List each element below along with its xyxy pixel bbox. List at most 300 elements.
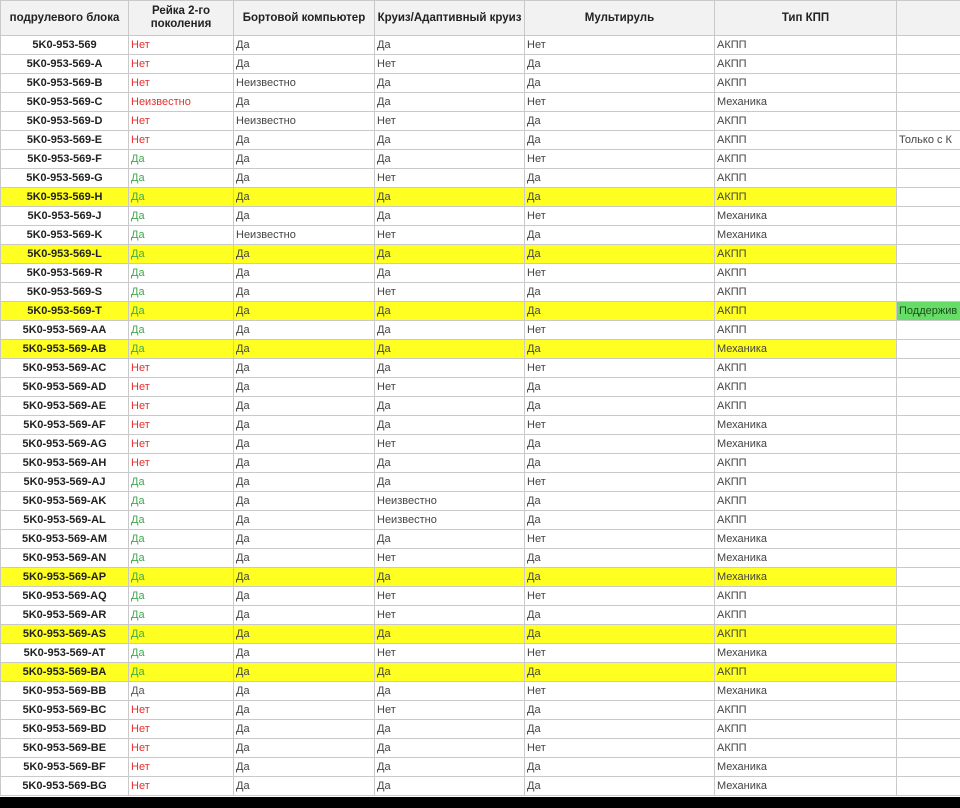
table-row bbox=[1, 169, 960, 188]
cell-onboard-computer[interactable]: Да bbox=[234, 131, 375, 150]
header-cruise[interactable]: Круиз/Адаптивный круиз bbox=[375, 1, 525, 36]
cell-rack-gen2[interactable]: Нет bbox=[129, 359, 234, 378]
cell-part-number[interactable]: 5K0-953-569-BA bbox=[1, 663, 129, 682]
cell-rack-gen2[interactable]: Нет bbox=[129, 397, 234, 416]
cell-part-number[interactable]: 5K0-953-569-BG bbox=[1, 777, 129, 796]
cell-cruise[interactable]: Нет bbox=[375, 549, 525, 568]
header-multiwheel[interactable]: Мультируль bbox=[525, 1, 715, 36]
cell-cruise[interactable]: Да bbox=[375, 568, 525, 587]
table-row bbox=[1, 758, 960, 777]
cell-onboard-computer[interactable]: Да bbox=[234, 777, 375, 796]
cell-cruise[interactable]: Да bbox=[375, 682, 525, 701]
header-part-number[interactable]: подрулевого блока bbox=[1, 1, 129, 36]
cell-part-number[interactable]: 5K0-953-569-C bbox=[1, 93, 129, 112]
cell-note[interactable] bbox=[897, 758, 960, 777]
cell-gearbox-type[interactable]: АКПП bbox=[715, 720, 897, 739]
cell-rack-gen2[interactable]: Да bbox=[129, 264, 234, 283]
cell-rack-gen2[interactable]: Да bbox=[129, 644, 234, 663]
cell-note[interactable] bbox=[897, 435, 960, 454]
cell-part-number[interactable]: 5K0-953-569-AC bbox=[1, 359, 129, 378]
cell-multiwheel[interactable]: Да bbox=[525, 169, 715, 188]
cell-rack-gen2[interactable]: Да bbox=[129, 283, 234, 302]
cell-note[interactable] bbox=[897, 587, 960, 606]
cell-multiwheel[interactable]: Да bbox=[525, 378, 715, 397]
cell-multiwheel[interactable]: Да bbox=[525, 245, 715, 264]
cell-cruise[interactable]: Да bbox=[375, 188, 525, 207]
cell-note[interactable]: Только с К bbox=[897, 131, 960, 150]
header-rack-gen2[interactable]: Рейка 2-го поколения bbox=[129, 1, 234, 36]
cell-part-number[interactable]: 5K0-953-569-BF bbox=[1, 758, 129, 777]
cell-part-number[interactable]: 5K0-953-569-AT bbox=[1, 644, 129, 663]
cell-gearbox-type[interactable]: АКПП bbox=[715, 55, 897, 74]
cell-onboard-computer[interactable]: Да bbox=[234, 606, 375, 625]
cell-note[interactable] bbox=[897, 188, 960, 207]
cell-part-number[interactable]: 5K0-953-569-T bbox=[1, 302, 129, 321]
cell-note[interactable] bbox=[897, 606, 960, 625]
cell-onboard-computer[interactable]: Да bbox=[234, 663, 375, 682]
cell-cruise[interactable]: Да bbox=[375, 207, 525, 226]
cell-rack-gen2[interactable]: Нет bbox=[129, 777, 234, 796]
cell-note[interactable] bbox=[897, 207, 960, 226]
cell-gearbox-type[interactable]: АКПП bbox=[715, 283, 897, 302]
cell-multiwheel[interactable]: Да bbox=[525, 55, 715, 74]
cell-rack-gen2[interactable]: Нет bbox=[129, 74, 234, 93]
cell-rack-gen2[interactable]: Да bbox=[129, 150, 234, 169]
cell-note[interactable] bbox=[897, 511, 960, 530]
cell-multiwheel[interactable]: Да bbox=[525, 226, 715, 245]
cell-multiwheel[interactable]: Да bbox=[525, 549, 715, 568]
cell-rack-gen2[interactable]: Да bbox=[129, 473, 234, 492]
cell-gearbox-type[interactable]: Механика bbox=[715, 207, 897, 226]
cell-rack-gen2[interactable]: Нет bbox=[129, 378, 234, 397]
cell-cruise[interactable]: Да bbox=[375, 93, 525, 112]
cell-note[interactable]: Поддержив bbox=[897, 302, 960, 321]
cell-note[interactable] bbox=[897, 74, 960, 93]
cell-note[interactable] bbox=[897, 340, 960, 359]
cell-rack-gen2[interactable]: Да bbox=[129, 606, 234, 625]
cell-cruise[interactable]: Да bbox=[375, 321, 525, 340]
cell-rack-gen2[interactable]: Да bbox=[129, 226, 234, 245]
cell-gearbox-type[interactable]: АКПП bbox=[715, 397, 897, 416]
cell-multiwheel[interactable]: Нет bbox=[525, 150, 715, 169]
cell-gearbox-type[interactable]: Механика bbox=[715, 226, 897, 245]
cell-onboard-computer[interactable]: Да bbox=[234, 150, 375, 169]
cell-part-number[interactable]: 5K0-953-569-AD bbox=[1, 378, 129, 397]
cell-multiwheel[interactable]: Да bbox=[525, 606, 715, 625]
cell-cruise[interactable]: Нет bbox=[375, 226, 525, 245]
cell-onboard-computer[interactable]: Да bbox=[234, 549, 375, 568]
cell-part-number[interactable]: 5K0-953-569-G bbox=[1, 169, 129, 188]
cell-cruise[interactable]: Да bbox=[375, 416, 525, 435]
cell-onboard-computer[interactable]: Да bbox=[234, 264, 375, 283]
cell-note[interactable] bbox=[897, 549, 960, 568]
cell-gearbox-type[interactable]: Механика bbox=[715, 340, 897, 359]
cell-note[interactable] bbox=[897, 112, 960, 131]
cell-cruise[interactable]: Нет bbox=[375, 587, 525, 606]
cell-rack-gen2[interactable]: Да bbox=[129, 188, 234, 207]
cell-gearbox-type[interactable]: АКПП bbox=[715, 74, 897, 93]
cell-cruise[interactable]: Да bbox=[375, 777, 525, 796]
cell-onboard-computer[interactable]: Да bbox=[234, 416, 375, 435]
cell-gearbox-type[interactable]: Механика bbox=[715, 568, 897, 587]
cell-onboard-computer[interactable]: Да bbox=[234, 682, 375, 701]
cell-part-number[interactable]: 5K0-953-569-B bbox=[1, 74, 129, 93]
cell-gearbox-type[interactable]: АКПП bbox=[715, 625, 897, 644]
cell-gearbox-type[interactable]: АКПП bbox=[715, 169, 897, 188]
cell-note[interactable] bbox=[897, 264, 960, 283]
cell-rack-gen2[interactable]: Да bbox=[129, 302, 234, 321]
cell-onboard-computer[interactable]: Да bbox=[234, 758, 375, 777]
cell-cruise[interactable]: Нет bbox=[375, 378, 525, 397]
cell-rack-gen2[interactable]: Нет bbox=[129, 435, 234, 454]
cell-multiwheel[interactable]: Нет bbox=[525, 644, 715, 663]
cell-multiwheel[interactable]: Да bbox=[525, 511, 715, 530]
cell-part-number[interactable]: 5K0-953-569-AG bbox=[1, 435, 129, 454]
table-row bbox=[1, 359, 960, 378]
cell-cruise[interactable]: Нет bbox=[375, 55, 525, 74]
cell-onboard-computer[interactable]: Да bbox=[234, 93, 375, 112]
cell-gearbox-type[interactable]: АКПП bbox=[715, 473, 897, 492]
cell-multiwheel[interactable]: Да bbox=[525, 74, 715, 93]
table-row bbox=[1, 435, 960, 454]
cell-note[interactable] bbox=[897, 93, 960, 112]
cell-note[interactable] bbox=[897, 568, 960, 587]
cell-onboard-computer[interactable]: Неизвестно bbox=[234, 226, 375, 245]
cell-gearbox-type[interactable]: АКПП bbox=[715, 150, 897, 169]
cell-rack-gen2[interactable]: Нет bbox=[129, 112, 234, 131]
cell-part-number[interactable]: 5K0-953-569-BD bbox=[1, 720, 129, 739]
cell-part-number[interactable]: 5K0-953-569-AM bbox=[1, 530, 129, 549]
table-row bbox=[1, 701, 960, 720]
cell-onboard-computer[interactable]: Да bbox=[234, 55, 375, 74]
cell-part-number[interactable]: 5K0-953-569-AL bbox=[1, 511, 129, 530]
header-notes[interactable] bbox=[897, 1, 960, 36]
cell-rack-gen2[interactable]: Да bbox=[129, 663, 234, 682]
cell-multiwheel[interactable]: Да bbox=[525, 701, 715, 720]
cell-rack-gen2[interactable]: Нет bbox=[129, 720, 234, 739]
cell-cruise[interactable]: Да bbox=[375, 625, 525, 644]
cell-rack-gen2[interactable]: Да bbox=[129, 169, 234, 188]
cell-rack-gen2[interactable]: Нет bbox=[129, 131, 234, 150]
cell-multiwheel[interactable]: Да bbox=[525, 188, 715, 207]
cell-gearbox-type[interactable]: Механика bbox=[715, 682, 897, 701]
cell-rack-gen2[interactable]: Да bbox=[129, 682, 234, 701]
cell-note[interactable] bbox=[897, 416, 960, 435]
cell-gearbox-type[interactable]: Механика bbox=[715, 530, 897, 549]
cell-multiwheel[interactable]: Нет bbox=[525, 321, 715, 340]
table-row bbox=[1, 549, 960, 568]
cell-multiwheel[interactable]: Да bbox=[525, 283, 715, 302]
table-row bbox=[1, 530, 960, 549]
cell-rack-gen2[interactable]: Нет bbox=[129, 416, 234, 435]
cell-onboard-computer[interactable]: Да bbox=[234, 245, 375, 264]
cell-multiwheel[interactable]: Да bbox=[525, 568, 715, 587]
cell-onboard-computer[interactable]: Да bbox=[234, 359, 375, 378]
cell-cruise[interactable]: Да bbox=[375, 245, 525, 264]
cell-part-number[interactable]: 5K0-953-569-AR bbox=[1, 606, 129, 625]
cell-part-number[interactable]: 5K0-953-569-S bbox=[1, 283, 129, 302]
cell-cruise[interactable]: Нет bbox=[375, 701, 525, 720]
cell-cruise[interactable]: Да bbox=[375, 473, 525, 492]
cell-part-number[interactable]: 5K0-953-569-AQ bbox=[1, 587, 129, 606]
cell-rack-gen2[interactable]: Нет bbox=[129, 454, 234, 473]
cell-multiwheel[interactable]: Нет bbox=[525, 36, 715, 55]
cell-onboard-computer[interactable]: Неизвестно bbox=[234, 112, 375, 131]
cell-onboard-computer[interactable]: Да bbox=[234, 207, 375, 226]
cell-cruise[interactable]: Да bbox=[375, 758, 525, 777]
cell-part-number[interactable]: 5K0-953-569-AN bbox=[1, 549, 129, 568]
cell-cruise[interactable]: Да bbox=[375, 36, 525, 55]
cell-rack-gen2[interactable]: Да bbox=[129, 587, 234, 606]
cell-multiwheel[interactable]: Да bbox=[525, 777, 715, 796]
cell-gearbox-type[interactable]: Механика bbox=[715, 644, 897, 663]
cell-rack-gen2[interactable]: Да bbox=[129, 321, 234, 340]
cell-part-number[interactable]: 5K0-953-569-AK bbox=[1, 492, 129, 511]
cell-gearbox-type[interactable]: АКПП bbox=[715, 321, 897, 340]
cell-gearbox-type[interactable]: Механика bbox=[715, 435, 897, 454]
header-onboard-computer[interactable]: Бортовой компьютер bbox=[234, 1, 375, 36]
cell-multiwheel[interactable]: Да bbox=[525, 131, 715, 150]
cell-cruise[interactable]: Да bbox=[375, 264, 525, 283]
table-row bbox=[1, 720, 960, 739]
cell-note[interactable] bbox=[897, 644, 960, 663]
cell-part-number[interactable]: 5K0-953-569-AE bbox=[1, 397, 129, 416]
cell-multiwheel[interactable]: Нет bbox=[525, 473, 715, 492]
cell-rack-gen2[interactable]: Да bbox=[129, 245, 234, 264]
cell-note[interactable] bbox=[897, 150, 960, 169]
cell-rack-gen2[interactable]: Да bbox=[129, 625, 234, 644]
cell-part-number[interactable]: 5K0-953-569-R bbox=[1, 264, 129, 283]
cell-note[interactable] bbox=[897, 777, 960, 796]
cell-note[interactable] bbox=[897, 454, 960, 473]
cell-note[interactable] bbox=[897, 720, 960, 739]
cell-gearbox-type[interactable]: АКПП bbox=[715, 264, 897, 283]
cell-gearbox-type[interactable]: АКПП bbox=[715, 587, 897, 606]
cell-onboard-computer[interactable]: Да bbox=[234, 397, 375, 416]
cell-part-number[interactable]: 5K0-953-569-A bbox=[1, 55, 129, 74]
cell-cruise[interactable]: Да bbox=[375, 359, 525, 378]
cell-cruise[interactable]: Да bbox=[375, 131, 525, 150]
cell-gearbox-type[interactable]: АКПП bbox=[715, 188, 897, 207]
cell-gearbox-type[interactable]: АКПП bbox=[715, 112, 897, 131]
cell-cruise[interactable]: Да bbox=[375, 397, 525, 416]
cell-gearbox-type[interactable]: АКПП bbox=[715, 492, 897, 511]
cell-note[interactable] bbox=[897, 321, 960, 340]
cell-onboard-computer[interactable]: Неизвестно bbox=[234, 74, 375, 93]
cell-cruise[interactable]: Неизвестно bbox=[375, 511, 525, 530]
cell-multiwheel[interactable]: Нет bbox=[525, 530, 715, 549]
cell-note[interactable] bbox=[897, 682, 960, 701]
cell-rack-gen2[interactable]: Да bbox=[129, 492, 234, 511]
cell-onboard-computer[interactable]: Да bbox=[234, 473, 375, 492]
cell-multiwheel[interactable]: Нет bbox=[525, 359, 715, 378]
cell-cruise[interactable]: Да bbox=[375, 74, 525, 93]
cell-note[interactable] bbox=[897, 378, 960, 397]
cell-part-number[interactable]: 5K0-953-569-AA bbox=[1, 321, 129, 340]
cell-cruise[interactable]: Да bbox=[375, 739, 525, 758]
cell-onboard-computer[interactable]: Да bbox=[234, 169, 375, 188]
cell-part-number[interactable]: 5K0-953-569-BC bbox=[1, 701, 129, 720]
cell-multiwheel[interactable]: Да bbox=[525, 720, 715, 739]
cell-onboard-computer[interactable]: Да bbox=[234, 378, 375, 397]
cell-part-number[interactable]: 5K0-953-569-H bbox=[1, 188, 129, 207]
table-row bbox=[1, 131, 960, 150]
cell-multiwheel[interactable]: Да bbox=[525, 492, 715, 511]
cell-cruise[interactable]: Нет bbox=[375, 169, 525, 188]
cell-cruise[interactable]: Да bbox=[375, 454, 525, 473]
cell-part-number[interactable]: 5K0-953-569-K bbox=[1, 226, 129, 245]
cell-onboard-computer[interactable]: Да bbox=[234, 587, 375, 606]
cell-cruise[interactable]: Нет bbox=[375, 644, 525, 663]
cell-onboard-computer[interactable]: Да bbox=[234, 511, 375, 530]
header-gearbox-type[interactable]: Тип КПП bbox=[715, 1, 897, 36]
cell-onboard-computer[interactable]: Да bbox=[234, 283, 375, 302]
cell-rack-gen2[interactable]: Да bbox=[129, 530, 234, 549]
cell-multiwheel[interactable]: Да bbox=[525, 663, 715, 682]
cell-part-number[interactable]: 5K0-953-569-D bbox=[1, 112, 129, 131]
cell-note[interactable] bbox=[897, 283, 960, 302]
cell-cruise[interactable]: Да bbox=[375, 340, 525, 359]
cell-rack-gen2[interactable]: Нет bbox=[129, 758, 234, 777]
cell-part-number[interactable]: 5K0-953-569-L bbox=[1, 245, 129, 264]
cell-onboard-computer[interactable]: Да bbox=[234, 530, 375, 549]
cell-onboard-computer[interactable]: Да bbox=[234, 188, 375, 207]
cell-note[interactable] bbox=[897, 739, 960, 758]
cell-multiwheel[interactable]: Да bbox=[525, 340, 715, 359]
cell-cruise[interactable]: Неизвестно bbox=[375, 492, 525, 511]
header-row bbox=[1, 1, 960, 36]
cell-gearbox-type[interactable]: Механика bbox=[715, 416, 897, 435]
cell-multiwheel[interactable]: Нет bbox=[525, 587, 715, 606]
cell-gearbox-type[interactable]: АКПП bbox=[715, 302, 897, 321]
cell-onboard-computer[interactable]: Да bbox=[234, 36, 375, 55]
cell-rack-gen2[interactable]: Неизвестно bbox=[129, 93, 234, 112]
cell-gearbox-type[interactable]: АКПП bbox=[715, 359, 897, 378]
cell-part-number[interactable]: 5K0-953-569-F bbox=[1, 150, 129, 169]
cell-multiwheel[interactable]: Да bbox=[525, 625, 715, 644]
cell-multiwheel[interactable]: Да bbox=[525, 112, 715, 131]
cell-note[interactable] bbox=[897, 701, 960, 720]
cell-rack-gen2[interactable]: Да bbox=[129, 340, 234, 359]
cell-part-number[interactable]: 5K0-953-569-AS bbox=[1, 625, 129, 644]
table-row bbox=[1, 663, 960, 682]
cell-gearbox-type[interactable]: Механика bbox=[715, 549, 897, 568]
cell-note[interactable] bbox=[897, 226, 960, 245]
cell-onboard-computer[interactable]: Да bbox=[234, 739, 375, 758]
cell-onboard-computer[interactable]: Да bbox=[234, 340, 375, 359]
cell-gearbox-type[interactable]: АКПП bbox=[715, 663, 897, 682]
cell-onboard-computer[interactable]: Да bbox=[234, 701, 375, 720]
cell-onboard-computer[interactable]: Да bbox=[234, 302, 375, 321]
cell-multiwheel[interactable]: Нет bbox=[525, 416, 715, 435]
cell-part-number[interactable]: 5K0-953-569-AF bbox=[1, 416, 129, 435]
cell-multiwheel[interactable]: Да bbox=[525, 454, 715, 473]
cell-gearbox-type[interactable]: АКПП bbox=[715, 131, 897, 150]
cell-onboard-computer[interactable]: Да bbox=[234, 454, 375, 473]
table-row bbox=[1, 36, 960, 55]
cell-note[interactable] bbox=[897, 625, 960, 644]
cell-rack-gen2[interactable]: Да bbox=[129, 207, 234, 226]
cell-onboard-computer[interactable]: Да bbox=[234, 644, 375, 663]
cell-rack-gen2[interactable]: Нет bbox=[129, 55, 234, 74]
cell-multiwheel[interactable]: Да bbox=[525, 758, 715, 777]
cell-gearbox-type[interactable]: АКПП bbox=[715, 739, 897, 758]
cell-multiwheel[interactable]: Нет bbox=[525, 93, 715, 112]
cell-cruise[interactable]: Нет bbox=[375, 435, 525, 454]
cell-multiwheel[interactable]: Нет bbox=[525, 207, 715, 226]
cell-gearbox-type[interactable]: АКПП bbox=[715, 454, 897, 473]
cell-gearbox-type[interactable]: АКПП bbox=[715, 36, 897, 55]
cell-onboard-computer[interactable]: Да bbox=[234, 568, 375, 587]
cell-note[interactable] bbox=[897, 359, 960, 378]
cell-cruise[interactable]: Нет bbox=[375, 112, 525, 131]
cell-part-number[interactable]: 5K0-953-569-BE bbox=[1, 739, 129, 758]
cell-onboard-computer[interactable]: Да bbox=[234, 492, 375, 511]
cell-gearbox-type[interactable]: Механика bbox=[715, 777, 897, 796]
cell-cruise[interactable]: Да bbox=[375, 530, 525, 549]
cell-multiwheel[interactable]: Да bbox=[525, 397, 715, 416]
cell-gearbox-type[interactable]: АКПП bbox=[715, 511, 897, 530]
cell-gearbox-type[interactable]: Механика bbox=[715, 93, 897, 112]
cell-cruise[interactable]: Нет bbox=[375, 283, 525, 302]
cell-multiwheel[interactable]: Да bbox=[525, 435, 715, 454]
cell-note[interactable] bbox=[897, 55, 960, 74]
cell-gearbox-type[interactable]: Механика bbox=[715, 758, 897, 777]
cell-gearbox-type[interactable]: АКПП bbox=[715, 701, 897, 720]
cell-part-number[interactable]: 5K0-953-569-J bbox=[1, 207, 129, 226]
table-row bbox=[1, 587, 960, 606]
cell-part-number[interactable]: 5K0-953-569-E bbox=[1, 131, 129, 150]
cell-cruise[interactable]: Да bbox=[375, 150, 525, 169]
cell-multiwheel[interactable]: Нет bbox=[525, 739, 715, 758]
cell-rack-gen2[interactable]: Нет bbox=[129, 739, 234, 758]
cell-rack-gen2[interactable]: Нет bbox=[129, 701, 234, 720]
cell-note[interactable] bbox=[897, 397, 960, 416]
cell-note[interactable] bbox=[897, 530, 960, 549]
cell-rack-gen2[interactable]: Да bbox=[129, 511, 234, 530]
cell-note[interactable] bbox=[897, 169, 960, 188]
cell-note[interactable] bbox=[897, 492, 960, 511]
cell-rack-gen2[interactable]: Да bbox=[129, 549, 234, 568]
cell-onboard-computer[interactable]: Да bbox=[234, 321, 375, 340]
cell-rack-gen2[interactable]: Да bbox=[129, 568, 234, 587]
cell-part-number[interactable]: 5K0-953-569-AP bbox=[1, 568, 129, 587]
cell-gearbox-type[interactable]: АКПП bbox=[715, 606, 897, 625]
cell-rack-gen2[interactable]: Нет bbox=[129, 36, 234, 55]
cell-part-number[interactable]: 5K0-953-569 bbox=[1, 36, 129, 55]
cell-gearbox-type[interactable]: АКПП bbox=[715, 245, 897, 264]
cell-cruise[interactable]: Да bbox=[375, 302, 525, 321]
cell-cruise[interactable]: Да bbox=[375, 663, 525, 682]
cell-multiwheel[interactable]: Да bbox=[525, 302, 715, 321]
cell-multiwheel[interactable]: Нет bbox=[525, 264, 715, 283]
cell-part-number[interactable]: 5K0-953-569-AB bbox=[1, 340, 129, 359]
cell-note[interactable] bbox=[897, 36, 960, 55]
cell-onboard-computer[interactable]: Да bbox=[234, 720, 375, 739]
cell-cruise[interactable]: Да bbox=[375, 720, 525, 739]
cell-onboard-computer[interactable]: Да bbox=[234, 435, 375, 454]
cell-onboard-computer[interactable]: Да bbox=[234, 625, 375, 644]
cell-note[interactable] bbox=[897, 473, 960, 492]
cell-part-number[interactable]: 5K0-953-569-AJ bbox=[1, 473, 129, 492]
cell-part-number[interactable]: 5K0-953-569-AH bbox=[1, 454, 129, 473]
cell-note[interactable] bbox=[897, 663, 960, 682]
cell-note[interactable] bbox=[897, 245, 960, 264]
cell-gearbox-type[interactable]: АКПП bbox=[715, 378, 897, 397]
cell-part-number[interactable]: 5K0-953-569-BB bbox=[1, 682, 129, 701]
cell-multiwheel[interactable]: Нет bbox=[525, 682, 715, 701]
cell-cruise[interactable]: Нет bbox=[375, 606, 525, 625]
